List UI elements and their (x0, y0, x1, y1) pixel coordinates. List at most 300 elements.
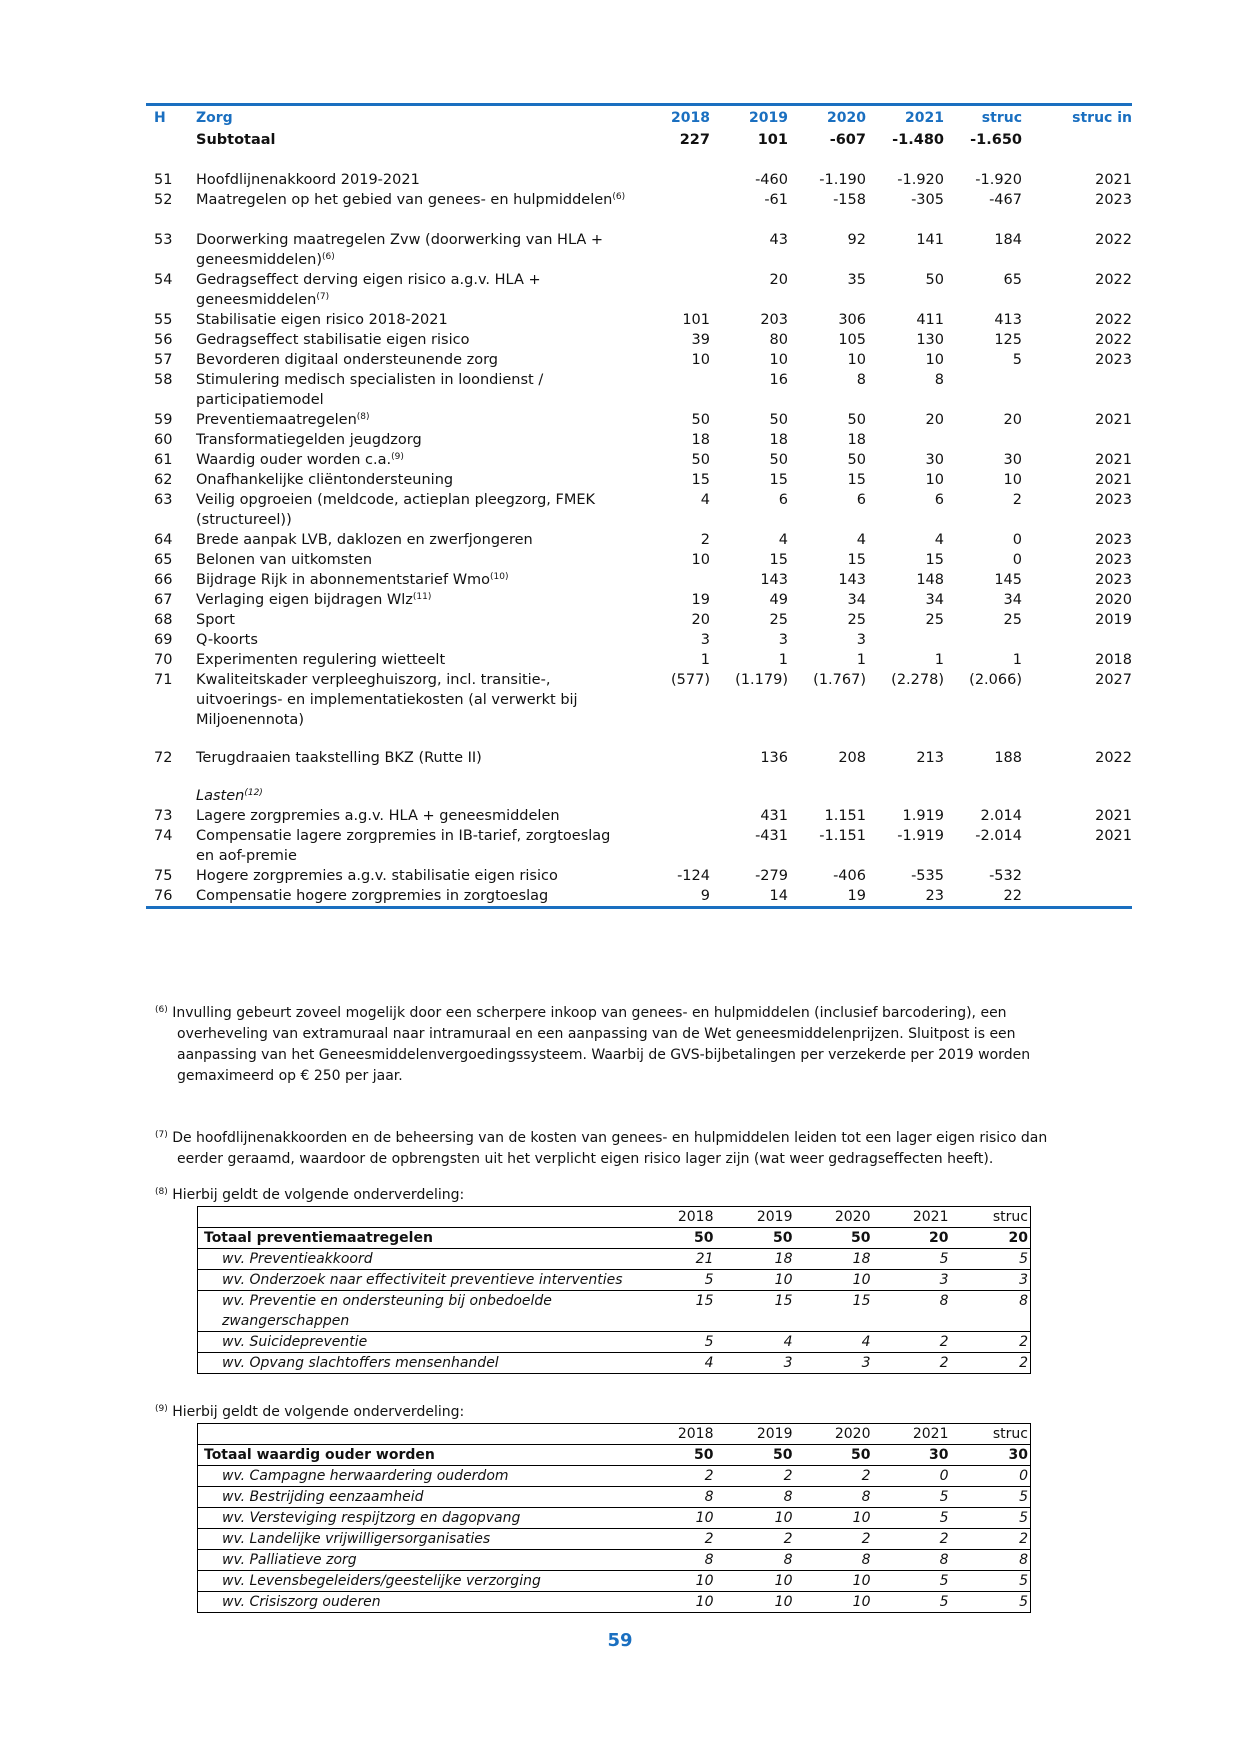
total-value: 50 (638, 1445, 716, 1466)
col-header-zorg: Zorg (196, 105, 631, 131)
cell-2019: 15 (769, 552, 788, 568)
breakdown-label: wv. Crisiszorg ouderen (198, 1592, 638, 1613)
row-label-text: Brede aanpak LVB, daklozen en zwerfjongeren (196, 532, 533, 548)
cell-2018: 10 (691, 552, 710, 568)
breakdown-value: 8 (795, 1487, 873, 1508)
cell-2020: 19 (788, 886, 866, 908)
cell-2018 (631, 270, 710, 310)
cell-struc-in: 2023 (1095, 492, 1132, 508)
total-value: 50 (716, 1445, 795, 1466)
cell-struc-in: 2021 (1095, 472, 1132, 488)
row-label (196, 826, 631, 866)
row-number: 57 (154, 352, 173, 368)
breakdown-value: 8 (716, 1550, 795, 1571)
spacer-cell (146, 150, 1132, 170)
table-row (146, 270, 1132, 310)
breakdown-row (198, 1353, 1031, 1374)
cell-struc-in: 2021 (1095, 412, 1132, 428)
table-row (146, 826, 1132, 866)
breakdown-row (198, 1249, 1031, 1270)
breakdown-value: 5 (951, 1592, 1031, 1613)
cell-2021: 148 (916, 572, 944, 588)
prevention-header-row (198, 1207, 1031, 1228)
breakdown-value: 5 (873, 1487, 951, 1508)
col-header-struc: struc (944, 105, 1022, 131)
cell-2021: 25 (925, 612, 944, 628)
breakdown-value: 8 (951, 1291, 1031, 1332)
breakdown-value: 8 (873, 1550, 951, 1571)
cell-struc: 30 (1003, 452, 1022, 468)
cell-struc-in: 2019 (1095, 612, 1132, 628)
cell-2021: 23 (866, 886, 944, 908)
cell-2018: 1 (700, 652, 710, 668)
footnote-8 (155, 1185, 1095, 1206)
footnote-ref: (10) (490, 572, 509, 582)
breakdown-row (198, 1592, 1031, 1613)
cell-2019: 16 (769, 372, 788, 388)
cell-2020: (1.767) (813, 672, 866, 688)
row-number: 62 (154, 472, 173, 488)
subtotal-2020: -607 (829, 132, 866, 148)
total-value: 30 (951, 1445, 1031, 1466)
cell-2018: 3 (700, 632, 710, 648)
table-row (146, 630, 1132, 650)
breakdown-value: 2 (873, 1353, 951, 1374)
cell-2020: 1.151 (824, 808, 866, 824)
elderly-header-row (198, 1424, 1031, 1445)
footnote-ref: (11) (412, 592, 432, 602)
cell-2020: 143 (838, 572, 866, 588)
breakdown-value: 5 (873, 1249, 951, 1270)
row-number: 72 (154, 750, 173, 766)
cell-2019: -279 (755, 868, 788, 884)
spacer-cell (146, 730, 1132, 748)
breakdown-row (198, 1332, 1031, 1353)
cell-2021: -1.919 (897, 828, 944, 844)
footnote-7 (155, 1128, 1095, 1170)
row-label-text: Preventiemaatregelen (196, 412, 357, 428)
cell-2018: 101 (682, 312, 710, 328)
cell-2019: 431 (760, 808, 788, 824)
col-header-h: H (146, 105, 196, 131)
cell-2018: 19 (691, 592, 710, 608)
total-value: 30 (873, 1445, 951, 1466)
cell-2020: -1.190 (819, 172, 866, 188)
cell-struc-in: 2022 (1095, 272, 1132, 288)
breakdown-value: 3 (795, 1353, 873, 1374)
cell-struc: 0 (1012, 532, 1022, 548)
row-number: 60 (154, 432, 173, 448)
row-label-text: Verlaging eigen bijdragen Wlz (196, 592, 413, 608)
cell-2019: 10 (769, 352, 788, 368)
footnote-6-text: Invulling gebeurt zoveel mogelijk door een scherpere inkoop van genees- en hulpmiddelen (inclusief barcodering), een overheveling van extramuraal naar intramuraal en een aanpassing van de Wet geneesmiddelenprijzen. Sluitpost is een aanpassing van het Geneesmiddelenvergoedingssysteem. Waarbij de GVS-bijbetalingen per verzekerde per 2019 worden gemaximeerd op € 250 per jaar. (172, 1005, 1031, 1084)
cell-2018 (631, 570, 710, 590)
prevention-breakdown-table (197, 1206, 1031, 1374)
breakdown-value: 2 (716, 1466, 795, 1487)
row-number: 76 (146, 886, 196, 908)
table-row (146, 310, 1132, 330)
cell-2020: 18 (847, 432, 866, 448)
breakdown-row (198, 1270, 1031, 1291)
cell-2018 (631, 190, 710, 210)
breakdown-value: 2 (795, 1466, 873, 1487)
table-row (146, 550, 1132, 570)
table-row (146, 410, 1132, 430)
row-label (196, 670, 631, 730)
cell-2018: 50 (691, 452, 710, 468)
cell-2021: 15 (925, 552, 944, 568)
cell-struc-in (1022, 886, 1132, 908)
breakdown-label: wv. Preventieakkoord (198, 1249, 638, 1270)
breakdown-value: 4 (638, 1353, 716, 1374)
row-number: 73 (154, 808, 173, 824)
row-number: 67 (154, 592, 173, 608)
cell-2018: 4 (700, 492, 710, 508)
row-number: 64 (154, 532, 173, 548)
col-header-2020: 2020 (788, 105, 866, 131)
row-label (196, 570, 631, 590)
cell-2021: 30 (925, 452, 944, 468)
breakdown-value: 10 (716, 1508, 795, 1529)
cell-struc (944, 430, 1022, 450)
breakdown-value: 5 (873, 1508, 951, 1529)
row-label (196, 886, 631, 908)
row-label-text: Veilig opgroeien (meldcode, actieplan pleegzorg, FMEK (structureel)) (196, 492, 596, 528)
row-label (196, 650, 631, 670)
cell-2020: 1 (856, 652, 866, 668)
footnote-ref: (6) (322, 252, 335, 262)
cell-2019: 203 (760, 312, 788, 328)
cell-2020: 3 (856, 632, 866, 648)
prevention-col-2020: 2020 (795, 1207, 873, 1228)
spacer-cell (146, 768, 1132, 786)
cell-struc: 184 (994, 232, 1022, 248)
cell-2019: 49 (769, 592, 788, 608)
cell-struc: 145 (994, 572, 1022, 588)
breakdown-row (198, 1291, 1031, 1332)
cell-2021: (2.278) (891, 672, 944, 688)
row-number: 55 (154, 312, 173, 328)
total-value: 50 (795, 1228, 873, 1249)
elderly-col-struc: struc (951, 1424, 1031, 1445)
cell-2020: 4 (856, 532, 866, 548)
cell-2019: (1.179) (735, 672, 788, 688)
total-value: 20 (951, 1228, 1031, 1249)
prevention-col-label (198, 1207, 638, 1228)
row-number: 75 (154, 868, 173, 884)
prevention-table-body (198, 1228, 1031, 1374)
breakdown-value: 2 (951, 1529, 1031, 1550)
cell-2019: 14 (710, 886, 788, 908)
subtotal-2018: 227 (679, 132, 710, 148)
table-row (146, 370, 1132, 410)
footnote-7-text: De hoofdlijnenakkoorden en de beheersing van de kosten van genees- en hulpmiddelen leiden tot een lager eigen risico dan eerder geraamd, waardoor de opbrengsten uit het verplicht eigen risico lager zijn (wat weer gedragseffecten heeft). (172, 1130, 1048, 1167)
row-label-text: Hogere zorgpremies a.g.v. stabilisatie eigen risico (196, 868, 558, 884)
cell-struc-in: 2027 (1095, 672, 1132, 688)
total-value: 50 (795, 1445, 873, 1466)
footnote-ref: (7) (316, 292, 330, 302)
breakdown-value: 8 (951, 1550, 1031, 1571)
cell-struc: 1 (1012, 652, 1022, 668)
footnote-7-mark: (7) (155, 1130, 168, 1140)
cell-2021: 50 (925, 272, 944, 288)
total-label: Totaal waardig ouder worden (198, 1445, 638, 1466)
breakdown-value: 10 (795, 1571, 873, 1592)
footnote-9-text: Hierbij geldt de volgende onderverdeling: (172, 1404, 465, 1420)
row-label (196, 530, 631, 550)
cell-2020: 50 (847, 412, 866, 428)
cell-struc: 125 (994, 332, 1022, 348)
row-number: 70 (154, 652, 173, 668)
cell-struc-in: 2023 (1095, 192, 1132, 208)
elderly-col-2021: 2021 (873, 1424, 951, 1445)
breakdown-value: 5 (951, 1508, 1031, 1529)
cell-2021: -535 (911, 868, 944, 884)
row-label-text: Sport (196, 612, 235, 628)
cell-2019: 1 (778, 652, 788, 668)
cell-struc-in: 2022 (1095, 332, 1132, 348)
cell-struc-in: 2021 (1095, 172, 1132, 188)
cell-2018 (631, 748, 710, 768)
subtotal-struc: -1.650 (970, 132, 1022, 148)
breakdown-value: 2 (638, 1466, 716, 1487)
breakdown-value: 18 (795, 1249, 873, 1270)
cell-struc-in (1022, 866, 1132, 886)
breakdown-value: 5 (873, 1592, 951, 1613)
row-label-text: Hoofdlijnenakkoord 2019-2021 (196, 172, 420, 188)
cell-struc-in (1022, 370, 1132, 410)
breakdown-value: 8 (638, 1487, 716, 1508)
table-row (146, 886, 1132, 908)
cell-struc: 65 (1003, 272, 1022, 288)
cell-struc (944, 630, 1022, 650)
row-number: 65 (154, 552, 173, 568)
cell-struc: (2.066) (969, 672, 1022, 688)
row-label-text: Lagere zorgpremies a.g.v. HLA + geneesmiddelen (196, 808, 560, 824)
lasten-label (196, 786, 1132, 806)
cell-2020: 35 (847, 272, 866, 288)
row-label-text: Onafhankelijke cliëntondersteuning (196, 472, 454, 488)
cell-struc-in: 2020 (1095, 592, 1132, 608)
row-label-text: Kwaliteitskader verpleeghuiszorg, incl. transitie-, uitvoerings- en implementatiekosten (al verwerkt bij Miljoenennota) (196, 672, 578, 728)
row-number: 52 (154, 192, 173, 208)
table-row (146, 350, 1132, 370)
footnote-9-mark: (9) (155, 1404, 168, 1414)
breakdown-value: 2 (873, 1332, 951, 1353)
col-header-2019: 2019 (710, 105, 788, 131)
cell-2019: 43 (769, 232, 788, 248)
breakdown-row (198, 1529, 1031, 1550)
elderly-col-2018: 2018 (638, 1424, 716, 1445)
row-label (196, 310, 631, 330)
breakdown-row (198, 1508, 1031, 1529)
cell-2020: 15 (847, 472, 866, 488)
table-row (146, 190, 1132, 210)
row-number: 71 (154, 672, 173, 688)
row-label (196, 230, 631, 270)
footnote-6 (155, 1003, 1095, 1087)
total-label: Totaal preventiemaatregelen (198, 1228, 638, 1249)
cell-2021: 20 (925, 412, 944, 428)
cell-struc: 22 (944, 886, 1022, 908)
breakdown-value: 2 (873, 1529, 951, 1550)
breakdown-value: 2 (951, 1332, 1031, 1353)
cell-2019: 143 (760, 572, 788, 588)
cell-struc: 0 (1012, 552, 1022, 568)
table-row (146, 490, 1132, 530)
breakdown-value: 10 (795, 1592, 873, 1613)
cell-2020: 8 (856, 372, 866, 388)
table-row (146, 450, 1132, 470)
cell-2020: 10 (847, 352, 866, 368)
cell-2019: 136 (760, 750, 788, 766)
spacer-row (146, 210, 1132, 230)
row-number: 61 (154, 452, 173, 468)
breakdown-value: 8 (638, 1550, 716, 1571)
breakdown-label: wv. Levensbegeleiders/geestelijke verzorging (198, 1571, 638, 1592)
breakdown-value: 2 (795, 1529, 873, 1550)
breakdown-label: wv. Preventie en ondersteuning bij onbedoelde zwangerschappen (198, 1291, 638, 1332)
table-row (146, 806, 1132, 826)
row-number: 68 (154, 612, 173, 628)
table-row (146, 170, 1132, 190)
cell-2020: -1.151 (819, 828, 866, 844)
subtotal-label: Subtotaal (196, 132, 276, 148)
main-table-body (146, 130, 1132, 908)
cell-struc-in (1022, 630, 1132, 650)
cell-2019: -460 (755, 172, 788, 188)
cell-2019: 18 (769, 432, 788, 448)
lasten-row (146, 786, 1132, 806)
cell-struc: -467 (989, 192, 1022, 208)
cell-2021: 10 (925, 472, 944, 488)
cell-struc-in: 2021 (1095, 828, 1132, 844)
row-number: 63 (154, 492, 173, 508)
row-label-text: Q-koorts (196, 632, 258, 648)
elderly-table-body (198, 1445, 1031, 1613)
cell-2019: -61 (764, 192, 788, 208)
breakdown-value: 10 (795, 1508, 873, 1529)
breakdown-label: wv. Opvang slachtoffers mensenhandel (198, 1353, 638, 1374)
breakdown-label: wv. Onderzoek naar effectiviteit preventieve interventies (198, 1270, 638, 1291)
row-label-text: Stabilisatie eigen risico 2018-2021 (196, 312, 448, 328)
breakdown-label: wv. Campagne herwaardering ouderdom (198, 1466, 638, 1487)
breakdown-row (198, 1571, 1031, 1592)
cell-2021: 8 (934, 372, 944, 388)
cell-2021: 1 (934, 652, 944, 668)
footnote-ref: (6) (612, 192, 626, 202)
page-number: 59 (607, 1630, 633, 1651)
cell-2021 (866, 630, 944, 650)
row-label (196, 590, 631, 610)
breakdown-value: 10 (638, 1592, 716, 1613)
breakdown-value: 5 (951, 1487, 1031, 1508)
cell-2019: 4 (778, 532, 788, 548)
breakdown-value: 15 (638, 1291, 716, 1332)
row-label-text: Terugdraaien taakstelling BKZ (Rutte II) (196, 750, 482, 766)
cell-2019: 50 (769, 412, 788, 428)
elderly-col-2019: 2019 (716, 1424, 795, 1445)
cell-2021: 411 (916, 312, 944, 328)
cell-struc: -2.014 (975, 828, 1022, 844)
row-number: 54 (154, 272, 173, 288)
breakdown-value: 8 (716, 1487, 795, 1508)
cell-struc-in: 2022 (1095, 232, 1132, 248)
breakdown-value: 0 (951, 1466, 1031, 1487)
cell-2018: 9 (631, 886, 710, 908)
row-label-text: Compensatie lagere zorgpremies in IB-tarief, zorgtoeslag en aof-premie (196, 828, 611, 864)
row-label-text: Doorwerking maatregelen Zvw (doorwerking van HLA + geneesmiddelen) (196, 232, 604, 268)
cell-2019: 3 (778, 632, 788, 648)
cell-2020: -406 (833, 868, 866, 884)
spacer-row (146, 150, 1132, 170)
breakdown-value: 5 (951, 1249, 1031, 1270)
row-label-text: Bevorderen digitaal ondersteunende zorg (196, 352, 499, 368)
breakdown-value: 8 (795, 1550, 873, 1571)
table-row (146, 330, 1132, 350)
footnote-8-mark: (8) (155, 1187, 168, 1197)
cell-2020: 92 (847, 232, 866, 248)
table-row (146, 670, 1132, 730)
spacer-row (146, 768, 1132, 786)
breakdown-value: 21 (638, 1249, 716, 1270)
breakdown-value: 3 (873, 1270, 951, 1291)
cell-2018 (631, 806, 710, 826)
footnote-ref: (9) (391, 452, 404, 462)
table-row (146, 570, 1132, 590)
row-label (196, 806, 631, 826)
breakdown-value: 5 (638, 1270, 716, 1291)
row-label (196, 630, 631, 650)
total-value: 20 (873, 1228, 951, 1249)
cell-2021: 10 (925, 352, 944, 368)
cell-2018: 39 (691, 332, 710, 348)
cell-2018: 50 (691, 412, 710, 428)
cell-2021: -1.920 (897, 172, 944, 188)
cell-2019: 50 (769, 452, 788, 468)
cell-struc-in (1022, 430, 1132, 450)
cell-2020: 6 (856, 492, 866, 508)
elderly-col-label (198, 1424, 638, 1445)
row-label-text: Transformatiegelden jeugdzorg (196, 432, 422, 448)
elderly-col-2020: 2020 (795, 1424, 873, 1445)
row-label (196, 350, 631, 370)
total-row (198, 1228, 1031, 1249)
cell-struc (944, 370, 1022, 410)
cell-struc: 5 (1012, 352, 1022, 368)
breakdown-value: 15 (795, 1291, 873, 1332)
row-number: 74 (154, 828, 173, 844)
cell-2020: -158 (833, 192, 866, 208)
cell-struc-in: 2023 (1095, 352, 1132, 368)
cell-2018: 10 (691, 352, 710, 368)
cell-2018: 18 (691, 432, 710, 448)
row-label-text: Bijdrage Rijk in abonnementstarief Wmo (196, 572, 491, 588)
cell-2020: 15 (847, 552, 866, 568)
cell-2020: 50 (847, 452, 866, 468)
cell-struc-in: 2021 (1095, 452, 1132, 468)
col-header-2021: 2021 (866, 105, 944, 131)
total-value: 50 (716, 1228, 795, 1249)
row-label-text: Maatregelen op het gebied van genees- en hulpmiddelen (196, 192, 613, 208)
cell-2019: 80 (769, 332, 788, 348)
table-row (146, 610, 1132, 630)
prevention-col-2018: 2018 (638, 1207, 716, 1228)
elderly-breakdown-table (197, 1423, 1031, 1613)
spacer-cell (146, 210, 1132, 230)
table-row (146, 866, 1132, 886)
row-number: 51 (154, 172, 173, 188)
